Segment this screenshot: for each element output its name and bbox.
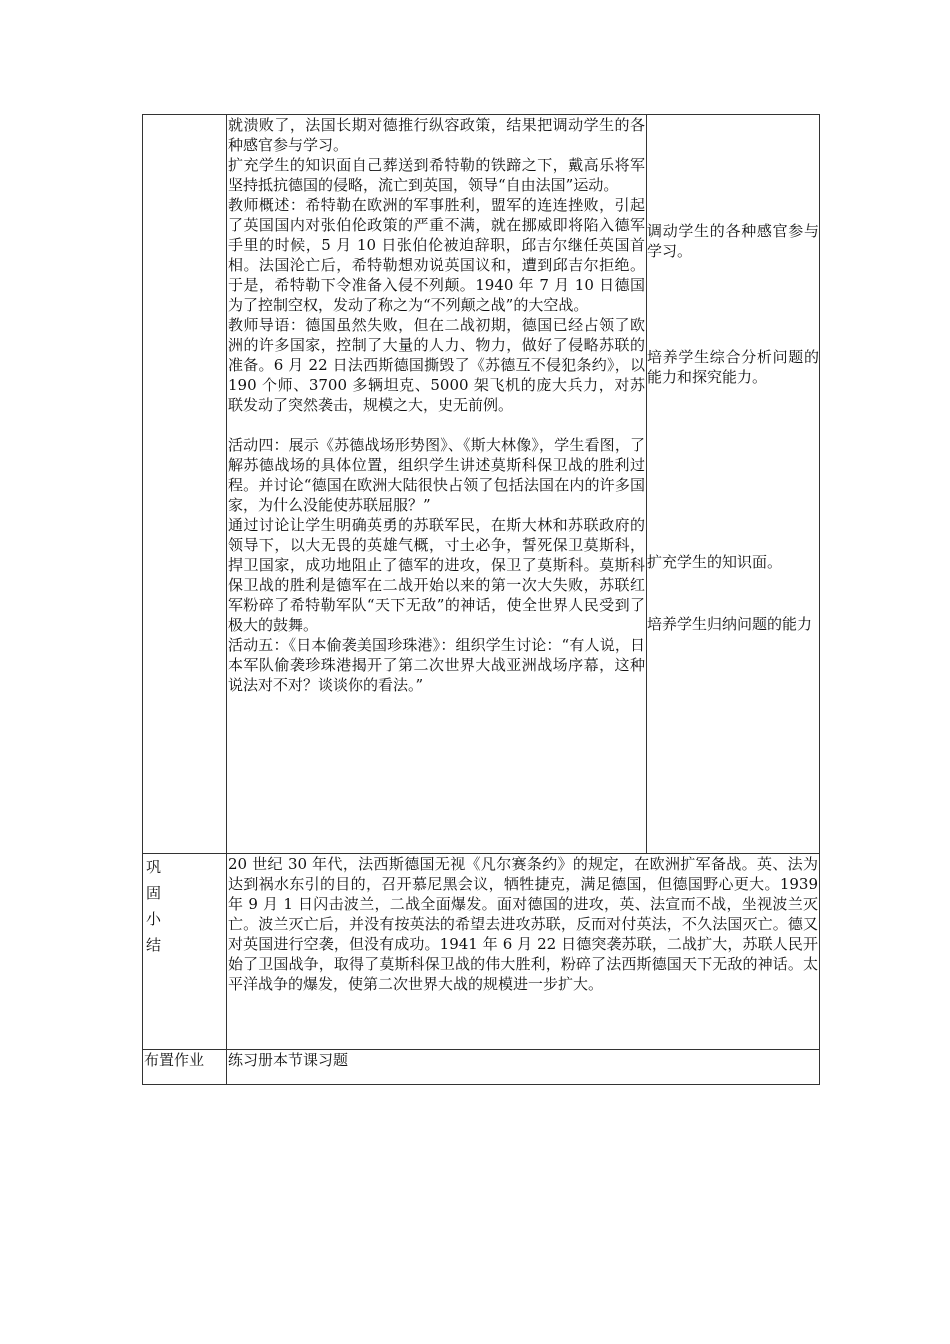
homework-text: 练习册本节课习题 [227, 1050, 820, 1085]
paragraph-activity-5: 活动五：《日本偷袭美国珍珠港》：组织学生讨论：“有人说，日本军队偷袭珍珠港揭开了第二次世界大战亚洲战场序幕，这种说法对不对？谈谈你的看法。” [228, 636, 645, 694]
paragraph-spacer [228, 415, 645, 435]
paragraph-3: 教师概述：希特勒在欧洲的军事胜利，盟军的连连挫败，引起了英国国内对张伯伦政策的严重不满，就在挪威即将陷入德军手里的时候，5 月 10 日张伯伦被迫辞职，邱吉尔继任英国首相。法国沦亡后，希特勒想劝说英国议和，遭到邱吉尔拒绝。于是，希特勒下令准备入侵不列颠。1940 年 7 月 10 日德国为了控制空权，发动了称之为“不列颠之战”的大空战。 [228, 196, 645, 314]
teaching-process-row [143, 115, 820, 854]
summary-text: 20 世纪 30 年代，法西斯德国无视《凡尔赛条约》的规定，在欧洲扩军备战。英、法为达到祸水东引的目的，召开慕尼黑会议，牺牲捷克，满足德国，但德国野心更大。1939 年 9 月 1 日闪击波兰，二战全面爆发。面对德国的进攻，英、法宣而不战，坐视波兰灭亡。波兰灭亡后，并没有按英法的希望去进攻苏联，反而对付英法，不久法国灭亡。德又对英国进行空袭，但没有成功。1941 年 6 月 22 日德突袭苏联，二战扩大，苏联人民开始了卫国战争，取得了莫斯科保卫战的伟大胜利，粉碎了法西斯德国天下无敌的神话。太平洋战争的爆发，使第二次世界大战的规模进一步扩大。 [228, 855, 818, 993]
summary-label-cell [143, 854, 227, 1050]
note-induction: 培养学生归纳问题的能力 [647, 615, 813, 633]
note-analysis: 培养学生综合分析问题的能力和探究能力。 [647, 348, 819, 386]
summary-row [143, 854, 820, 1050]
summary-label-char: 固 [146, 884, 162, 902]
process-label-cell [143, 115, 227, 854]
note-senses: 调动学生的各种感官参与学习。 [647, 222, 819, 260]
paragraph-2: 扩充学生的知识面自己葬送到希特勒的铁蹄之下，戴高乐将军坚持抵抗德国的侵略，流亡到英国，领导“自由法国”运动。 [228, 156, 645, 194]
homework-label: 布置作业 [143, 1050, 227, 1085]
paragraph-1: 就溃败了，法国长期对德推行纵容政策，结果把调动学生的各种感官参与学习。 [228, 116, 645, 154]
summary-label-char: 巩 [146, 858, 162, 876]
homework-row [143, 1050, 820, 1085]
paragraph-activity-4: 活动四：展示《苏德战场形势图》、《斯大林像》，学生看图，了解苏德战场的具体位置，组织学生讲述莫斯科保卫战的胜利过程。并讨论“德国在欧洲大陆很快占领了包括法国在内的许多国家，为什么没能使苏联屈服？” [228, 436, 645, 514]
lesson-plan-table [142, 114, 820, 1085]
summary-label-char: 结 [146, 936, 162, 954]
paragraph-4: 教师导语：德国虽然失败，但在二战初期，德国已经占领了欧洲的许多国家，控制了大量的人力、物力，做好了侵略苏联的准备。6 月 22 日法西斯德国撕毁了《苏德互不侵犯条约》，以 190 个师、3700 多辆坦克、5000 架飞机的庞大兵力，对苏联发动了突然袭击，规模之大，史无前例。 [228, 316, 645, 414]
summary-text-cell [227, 854, 820, 1050]
summary-label-char: 小 [146, 910, 162, 928]
note-knowledge: 扩充学生的知识面。 [647, 553, 783, 571]
design-intent-cell [647, 115, 820, 854]
paragraph-discussion: 通过讨论让学生明确英勇的苏联军民，在斯大林和苏联政府的领导下，以大无畏的英雄气概，寸土必争，誓死保卫莫斯科，捍卫国家，成功地阻止了德军的进攻，保卫了莫斯科。莫斯科保卫战的胜利是德军在二战开始以来的第一次大失败，苏联红军粉碎了希特勒军队“天下无敌”的神话，使全世界人民受到了极大的鼓舞。 [228, 516, 645, 634]
process-content-cell [227, 115, 647, 854]
